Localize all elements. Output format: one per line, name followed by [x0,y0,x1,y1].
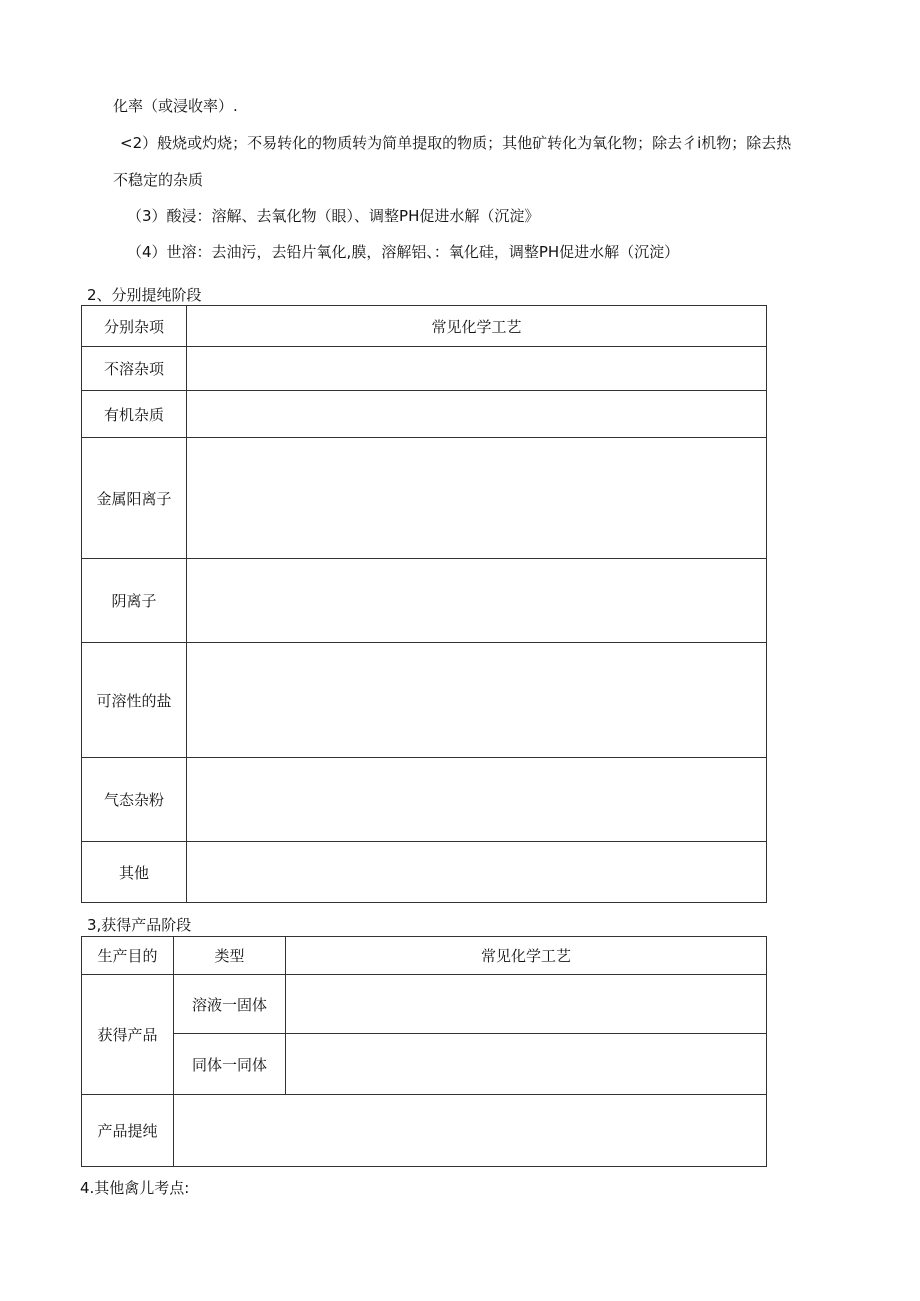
intro-line-3: 不稳定的杂质 [113,171,204,189]
row-type: 溶液一固体 [174,975,286,1034]
row-value-cell [187,758,767,842]
header-type: 类型 [174,937,286,975]
group-label-obtain-product: 获得产品 [82,975,174,1095]
row-label: 阴离子 [82,559,187,643]
row-value-cell [187,643,767,758]
row-value-cell [187,391,767,438]
table-row [82,347,767,391]
intro-line-2: <2）般烧或灼烧；不易转化的物质转为简单提取的物质；其他矿转化为氧化物；除去彳i机物；除去热 [120,134,792,152]
row-value-cell [187,438,767,559]
table-row [82,975,767,1034]
table-row [82,643,767,758]
row-label: 有机杂质 [82,391,187,438]
header-impurity-type: 分别杂项 [82,306,187,347]
table-row [82,391,767,438]
table-row [82,438,767,559]
header-common-process: 常见化学工艺 [187,306,767,347]
row-label: 气态杂粉 [82,758,187,842]
row-value-cell [286,975,767,1034]
product-table [81,936,767,1167]
row-value-cell [187,559,767,643]
table-row [82,842,767,903]
section-2-title: 2、分别提纯阶段 [87,286,202,304]
table-header-row [82,937,767,975]
row-label: 金属阳离子 [82,438,187,559]
purification-table [81,305,767,903]
table-row [82,1095,767,1167]
header-production-purpose: 生产目的 [82,937,174,975]
row-label: 其他 [82,842,187,903]
row-value-cell [187,347,767,391]
row-type: 同体一同体 [174,1034,286,1095]
table-header-row [82,306,767,347]
row-label: 可溶性的盐 [82,643,187,758]
intro-line-5: （4）世溶：去油污，去铅片氧化,膜，溶解铝、：氧化硅，调整PH促进水解（沉淀） [127,243,680,261]
row-value-cell [286,1034,767,1095]
intro-line-1: 化率（或浸收率）. [113,97,238,115]
row-value-cell [187,842,767,903]
table-row [82,758,767,842]
section-4-title: 4.其他禽儿考点: [80,1179,190,1197]
row-value-cell [174,1095,767,1167]
table-row [82,1034,767,1095]
header-common-process: 常见化学工艺 [286,937,767,975]
intro-line-4: （3）酸浸：溶解、去氧化物（眼）、调整PH促进水解（沉淀》 [127,207,540,225]
section-3-title: 3,获得产品阶段 [87,916,192,934]
table-row [82,559,767,643]
row-label-product-purify: 产品提纯 [82,1095,174,1167]
row-label: 不溶杂项 [82,347,187,391]
